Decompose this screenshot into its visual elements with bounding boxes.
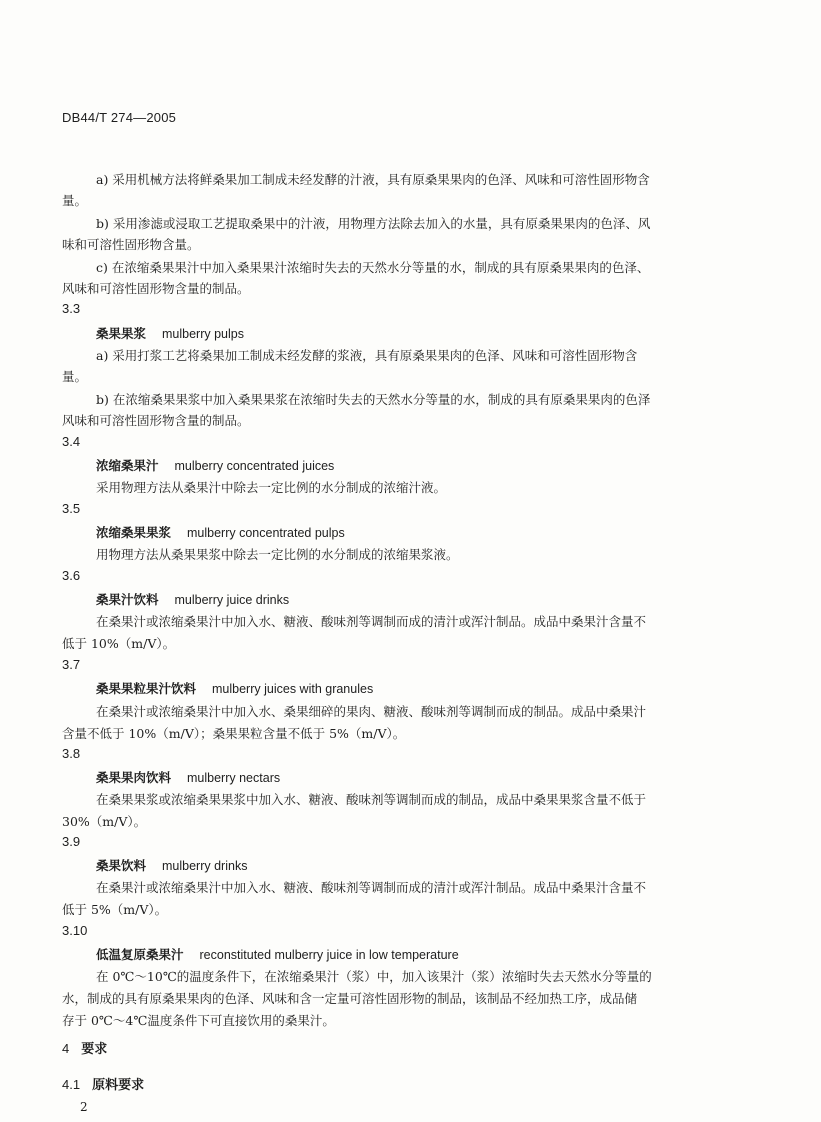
paragraph-line: a) 采用打浆工艺将桑果加工制成未经发酵的浆液，具有原桑果果肉的色泽、风味和可溶性固形物含 <box>96 348 638 363</box>
paragraph-line: 含量不低于 10%（m/V）；桑果果粒含量不低于 5%（m/V）。 <box>62 726 406 741</box>
clause-number: 3.4 <box>62 434 81 449</box>
section-title: 要求 <box>81 1042 108 1057</box>
section-number: 4 <box>62 1041 70 1056</box>
term-english: mulberry drinks <box>162 859 248 873</box>
term-english: mulberry juices with granules <box>212 682 374 696</box>
paragraph-line: 水，制成的具有原桑果果肉的色泽、风味和含一定量可溶性固形物的制品，该制品不经加热工序，成品储 <box>62 991 638 1006</box>
paragraph-line: 30%（m/V）。 <box>62 814 147 829</box>
paragraph-line: a) 采用机械方法将鲜桑果加工制成未经发酵的汁液，具有原桑果果肉的色泽、风味和可溶性固形物含 <box>96 172 650 187</box>
term-chinese: 桑果果粒果汁饮料 <box>96 681 197 696</box>
term-title <box>96 456 334 474</box>
clause-number: 3.7 <box>62 657 81 672</box>
paragraph-line: 风味和可溶性固形物含量的制品。 <box>62 281 250 296</box>
term-english: reconstituted mulberry juice in low temperature <box>199 948 459 962</box>
paragraph-line: 存于 0℃～4℃温度条件下可直接饮用的桑果汁。 <box>62 1013 335 1028</box>
standard-code-header: DB44/T 274—2005 <box>62 110 177 125</box>
section-title: 原料要求 <box>92 1078 145 1093</box>
paragraph-line: b) 采用渗滤或浸取工艺提取桑果中的汁液，用物理方法除去加入的水量，具有原桑果果肉的色泽、风 <box>96 216 651 231</box>
clause-number: 3.6 <box>62 568 81 583</box>
section-number: 4.1 <box>62 1077 81 1092</box>
term-chinese: 浓缩桑果果浆 <box>96 525 172 540</box>
paragraph-line: c) 在浓缩桑果果汁中加入桑果果汁浓缩时失去的天然水分等量的水，制成的具有原桑果果肉的色泽、 <box>96 260 650 275</box>
term-title <box>96 856 247 874</box>
paragraph-line: 在桑果汁或浓缩桑果汁中加入水、糖液、酸味剂等调制而成的清汁或浑汁制品。成品中桑果汁含量不 <box>96 614 647 629</box>
term-chinese: 桑果汁饮料 <box>96 592 159 607</box>
term-english: mulberry juice drinks <box>174 593 290 607</box>
term-title <box>96 590 289 608</box>
paragraph-line: 采用物理方法从桑果汁中除去一定比例的水分制成的浓缩汁液。 <box>96 480 447 495</box>
paragraph-line: 用物理方法从桑果果浆中除去一定比例的水分制成的浓缩果浆液。 <box>96 547 459 562</box>
clause-number: 3.9 <box>62 834 81 849</box>
term-chinese: 桑果果肉饮料 <box>96 770 172 785</box>
paragraph-line: 在桑果汁或浓缩桑果汁中加入水、桑果细碎的果肉、糖液、酸味剂等调制而成的制品。成品中桑果汁 <box>96 704 647 719</box>
paragraph-line: 风味和可溶性固形物含量的制品。 <box>62 413 250 428</box>
paragraph-line: 在 0℃～10℃的温度条件下，在浓缩桑果汁（浆）中，加入该果汁（浆）浓缩时失去天然水分等量的 <box>96 969 652 984</box>
paragraph-line: 量。 <box>62 193 88 208</box>
clause-number: 3.3 <box>62 301 81 316</box>
term-english: mulberry pulps <box>162 327 244 341</box>
paragraph-line: 低于 10%（m/V）。 <box>62 636 176 651</box>
term-title <box>96 324 244 342</box>
clause-number: 3.8 <box>62 746 81 761</box>
subsection-heading <box>62 1074 144 1093</box>
term-title <box>96 945 459 963</box>
term-chinese: 桑果饮料 <box>96 858 147 873</box>
paragraph-line: 量。 <box>62 369 88 384</box>
paragraph-line: 在桑果果浆或浓缩桑果果浆中加入水、糖液、酸味剂等调制而成的制品，成品中桑果果浆含量不低于 <box>96 792 647 807</box>
term-english: mulberry concentrated pulps <box>187 526 345 540</box>
paragraph-line: b) 在浓缩桑果果浆中加入桑果果浆在浓缩时失去的天然水分等量的水，制成的具有原桑果果肉的色泽 <box>96 392 651 407</box>
clause-number: 3.10 <box>62 923 88 938</box>
clause-number: 3.5 <box>62 501 81 516</box>
term-english: mulberry nectars <box>187 771 281 785</box>
term-chinese: 桑果果浆 <box>96 326 147 341</box>
page-number: 2 <box>80 1100 88 1114</box>
paragraph-line: 在桑果汁或浓缩桑果汁中加入水、糖液、酸味剂等调制而成的清汁或浑汁制品。成品中桑果汁含量不 <box>96 880 647 895</box>
paragraph-line: 低于 5%（m/V）。 <box>62 902 168 917</box>
term-chinese: 低温复原桑果汁 <box>96 947 184 962</box>
term-title <box>96 523 345 541</box>
section-heading <box>62 1038 107 1057</box>
paragraph-line: 味和可溶性固形物含量。 <box>62 237 200 252</box>
term-english: mulberry concentrated juices <box>174 459 335 473</box>
term-title <box>96 768 280 786</box>
term-title <box>96 679 373 697</box>
term-chinese: 浓缩桑果汁 <box>96 458 159 473</box>
